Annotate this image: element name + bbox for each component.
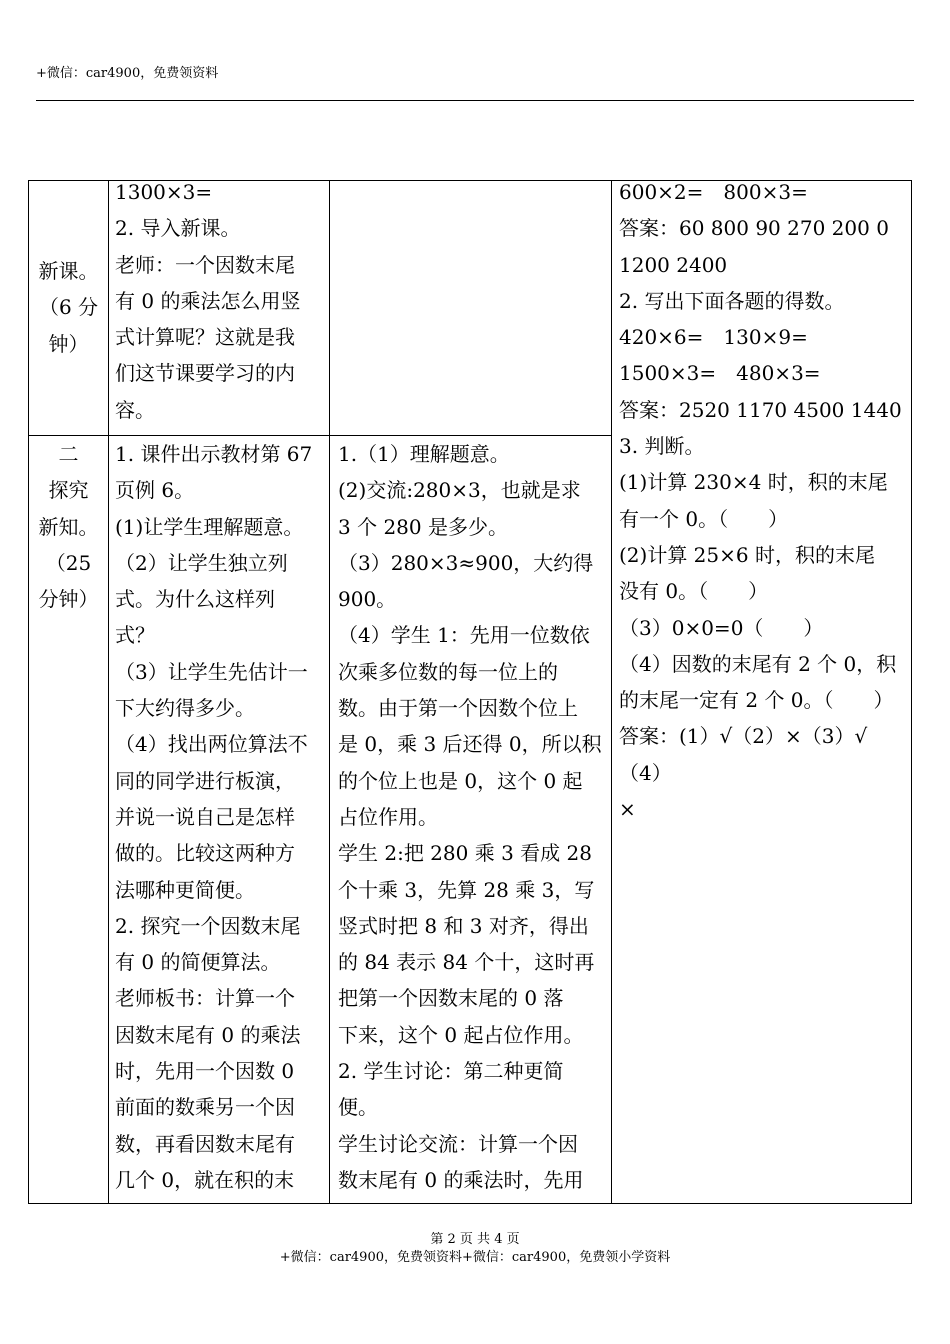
row2-stage-line-5: 分钟） <box>38 587 99 612</box>
row1-teacher-line: 老师：一个因数末尾 <box>115 252 295 277</box>
row2-student-line: 次乘多位数的每一位上的 <box>338 659 558 684</box>
row2-stage-line-2: 探究 <box>48 478 89 503</box>
row1-teacher-line: 2. 导入新课。 <box>115 216 241 241</box>
row1-stage-cell <box>29 180 108 435</box>
row2-teacher-line: （3）让学生先估计一 <box>115 659 308 684</box>
row2-student-line: 数末尾有 0 的乘法时，先用 <box>338 1167 584 1192</box>
row2-student-line: 的个位上也是 0，这个 0 起 <box>338 768 583 793</box>
header-watermark-text: +微信：car4900，免费领资料 <box>36 66 219 81</box>
row1-stage-line-1: 新课。 <box>38 259 99 284</box>
row2-student-line: 3 个 280 是多少。 <box>338 514 508 539</box>
row2-student-line: 下来，这个 0 起占位作用。 <box>338 1022 584 1047</box>
row2-teacher-line: 有 0 的简便算法。 <box>115 950 281 975</box>
practice-line: (1)计算 230×4 时，积的末尾 <box>619 470 888 495</box>
row2-student-cell <box>338 436 611 1203</box>
row2-stage-line-4: （25 <box>45 550 92 575</box>
row2-teacher-line: (1)让学生理解题意。 <box>115 514 304 539</box>
row2-teacher-line: 前面的数乘另一个因 <box>115 1095 295 1120</box>
column-divider-1 <box>108 180 109 1204</box>
row2-teacher-line: 时，先用一个因数 0 <box>115 1059 295 1084</box>
row2-student-line: 2. 学生讨论：第二种更简 <box>338 1059 564 1084</box>
row1-stage-line-2: （6 分 <box>38 295 99 320</box>
row1-teacher-line: 1300×3= <box>115 180 213 204</box>
row2-student-line: 占位作用。 <box>338 804 438 829</box>
table-border-bottom <box>28 1203 912 1204</box>
row2-student-line: 的 84 表示 84 个十，这时再 <box>338 950 595 975</box>
row2-student-line: 个十乘 3，先算 28 乘 3，写 <box>338 877 595 902</box>
practice-line: 2. 写出下面各题的得数。 <box>619 288 845 313</box>
row2-student-line: 竖式时把 8 和 3 对齐，得出 <box>338 913 589 938</box>
row2-teacher-line: 做的。比较这两种方 <box>115 841 295 866</box>
header-divider <box>36 100 914 101</box>
practice-line: 答案：60 800 90 270 200 0 <box>619 216 889 241</box>
column-divider-3 <box>611 180 612 1204</box>
practice-line: 1500×3= 480×3= <box>619 361 821 386</box>
row2-teacher-line: 2. 探究一个因数末尾 <box>115 913 301 938</box>
row2-teacher-line: 几个 0，就在积的末 <box>115 1167 295 1192</box>
row1-teacher-line: 式计算呢？这就是我 <box>115 325 295 350</box>
row2-student-line: 数。由于第一个因数个位上 <box>338 696 578 721</box>
row2-student-line: 便。 <box>338 1095 378 1120</box>
practice-line: 答案：(1）√（2）×（3）√（4） <box>619 724 868 785</box>
row2-teacher-line: 法哪种更简便。 <box>115 877 255 902</box>
row2-teacher-line: 下大约得多少。 <box>115 696 255 721</box>
row2-stage-line-1: 二 <box>58 442 79 466</box>
practice-line: 答案：2520 1170 4500 1440 <box>619 397 902 422</box>
row1-teacher-line: 有 0 的乘法怎么用竖 <box>115 288 301 313</box>
row2-teacher-line: （2）让学生独立列 <box>115 550 288 575</box>
practice-line: 1200 2400 <box>619 252 728 277</box>
row2-student-line: （3）280×3≈900，大约得 <box>338 550 594 575</box>
row2-teacher-line: 式。为什么这样列 <box>115 587 275 612</box>
row2-teacher-cell <box>115 436 329 1203</box>
row1-stage-line-3: 钟） <box>48 331 89 356</box>
row2-teacher-line: 因数末尾有 0 的乘法 <box>115 1022 301 1047</box>
row2-teacher-line: 并说一说自己是怎样 <box>115 804 295 829</box>
practice-line: 的末尾一定有 2 个 0。（ ） <box>619 688 894 713</box>
row2-student-line: 是 0，乘 3 后还得 0，所以积 <box>338 732 602 757</box>
practice-line: 3. 判断。 <box>619 434 705 459</box>
row2-teacher-line: 老师板书：计算一个 <box>115 986 295 1011</box>
row2-student-line: 把第一个因数末尾的 0 落 <box>338 986 564 1011</box>
row2-teacher-line: 同的同学进行板演， <box>115 768 295 793</box>
lesson-plan-table <box>28 180 912 1204</box>
practice-line: 有一个 0。（ ） <box>619 506 789 531</box>
practice-line: (2)计算 25×6 时，积的末尾 <box>619 542 875 567</box>
row2-student-line: 1.（1）理解题意。 <box>338 442 510 466</box>
row2-student-line: (2)交流:280×3，也就是求 <box>338 478 581 503</box>
row2-teacher-line: （4）找出两位算法不 <box>115 732 308 757</box>
practice-line: × <box>619 797 636 822</box>
row2-stage-line-3: 新知。 <box>38 514 99 539</box>
row2-teacher-line: 数，再看因数末尾有 <box>115 1131 295 1156</box>
page-number: 第 2 页 共 4 页 <box>430 1232 520 1247</box>
row1-teacher-cell <box>115 174 327 434</box>
row2-stage-cell <box>29 436 108 616</box>
row2-student-line: 学生 2:把 280 乘 3 看成 28 <box>338 841 592 866</box>
row2-student-line: 学生讨论交流：计算一个因 <box>338 1131 578 1156</box>
row1-teacher-line: 容。 <box>115 397 155 422</box>
row2-teacher-line: 页例 6。 <box>115 478 195 503</box>
practice-line: 没有 0。（ ） <box>619 579 769 604</box>
practice-line: 600×2= 800×3= <box>619 180 808 204</box>
footer-watermark-text: +微信：car4900，免费领资料+微信：car4900，免费领小学资料 <box>279 1250 671 1265</box>
practice-cell <box>619 174 909 1202</box>
row1-teacher-line: 们这节课要学习的内 <box>115 361 295 386</box>
practice-line: 420×6= 130×9= <box>619 325 808 350</box>
row2-student-line: （4）学生 1：先用一位数依 <box>338 623 590 648</box>
row1-student-cell <box>330 180 611 435</box>
row2-teacher-line: 式？ <box>115 623 155 648</box>
practice-line: （4）因数的末尾有 2 个 0，积 <box>619 651 897 676</box>
table-border-right <box>911 180 912 1204</box>
row2-teacher-line: 1. 课件出示教材第 67 <box>115 442 313 466</box>
row2-student-line: 900。 <box>338 587 397 612</box>
practice-line: （3）0×0=0（ ） <box>619 615 824 640</box>
